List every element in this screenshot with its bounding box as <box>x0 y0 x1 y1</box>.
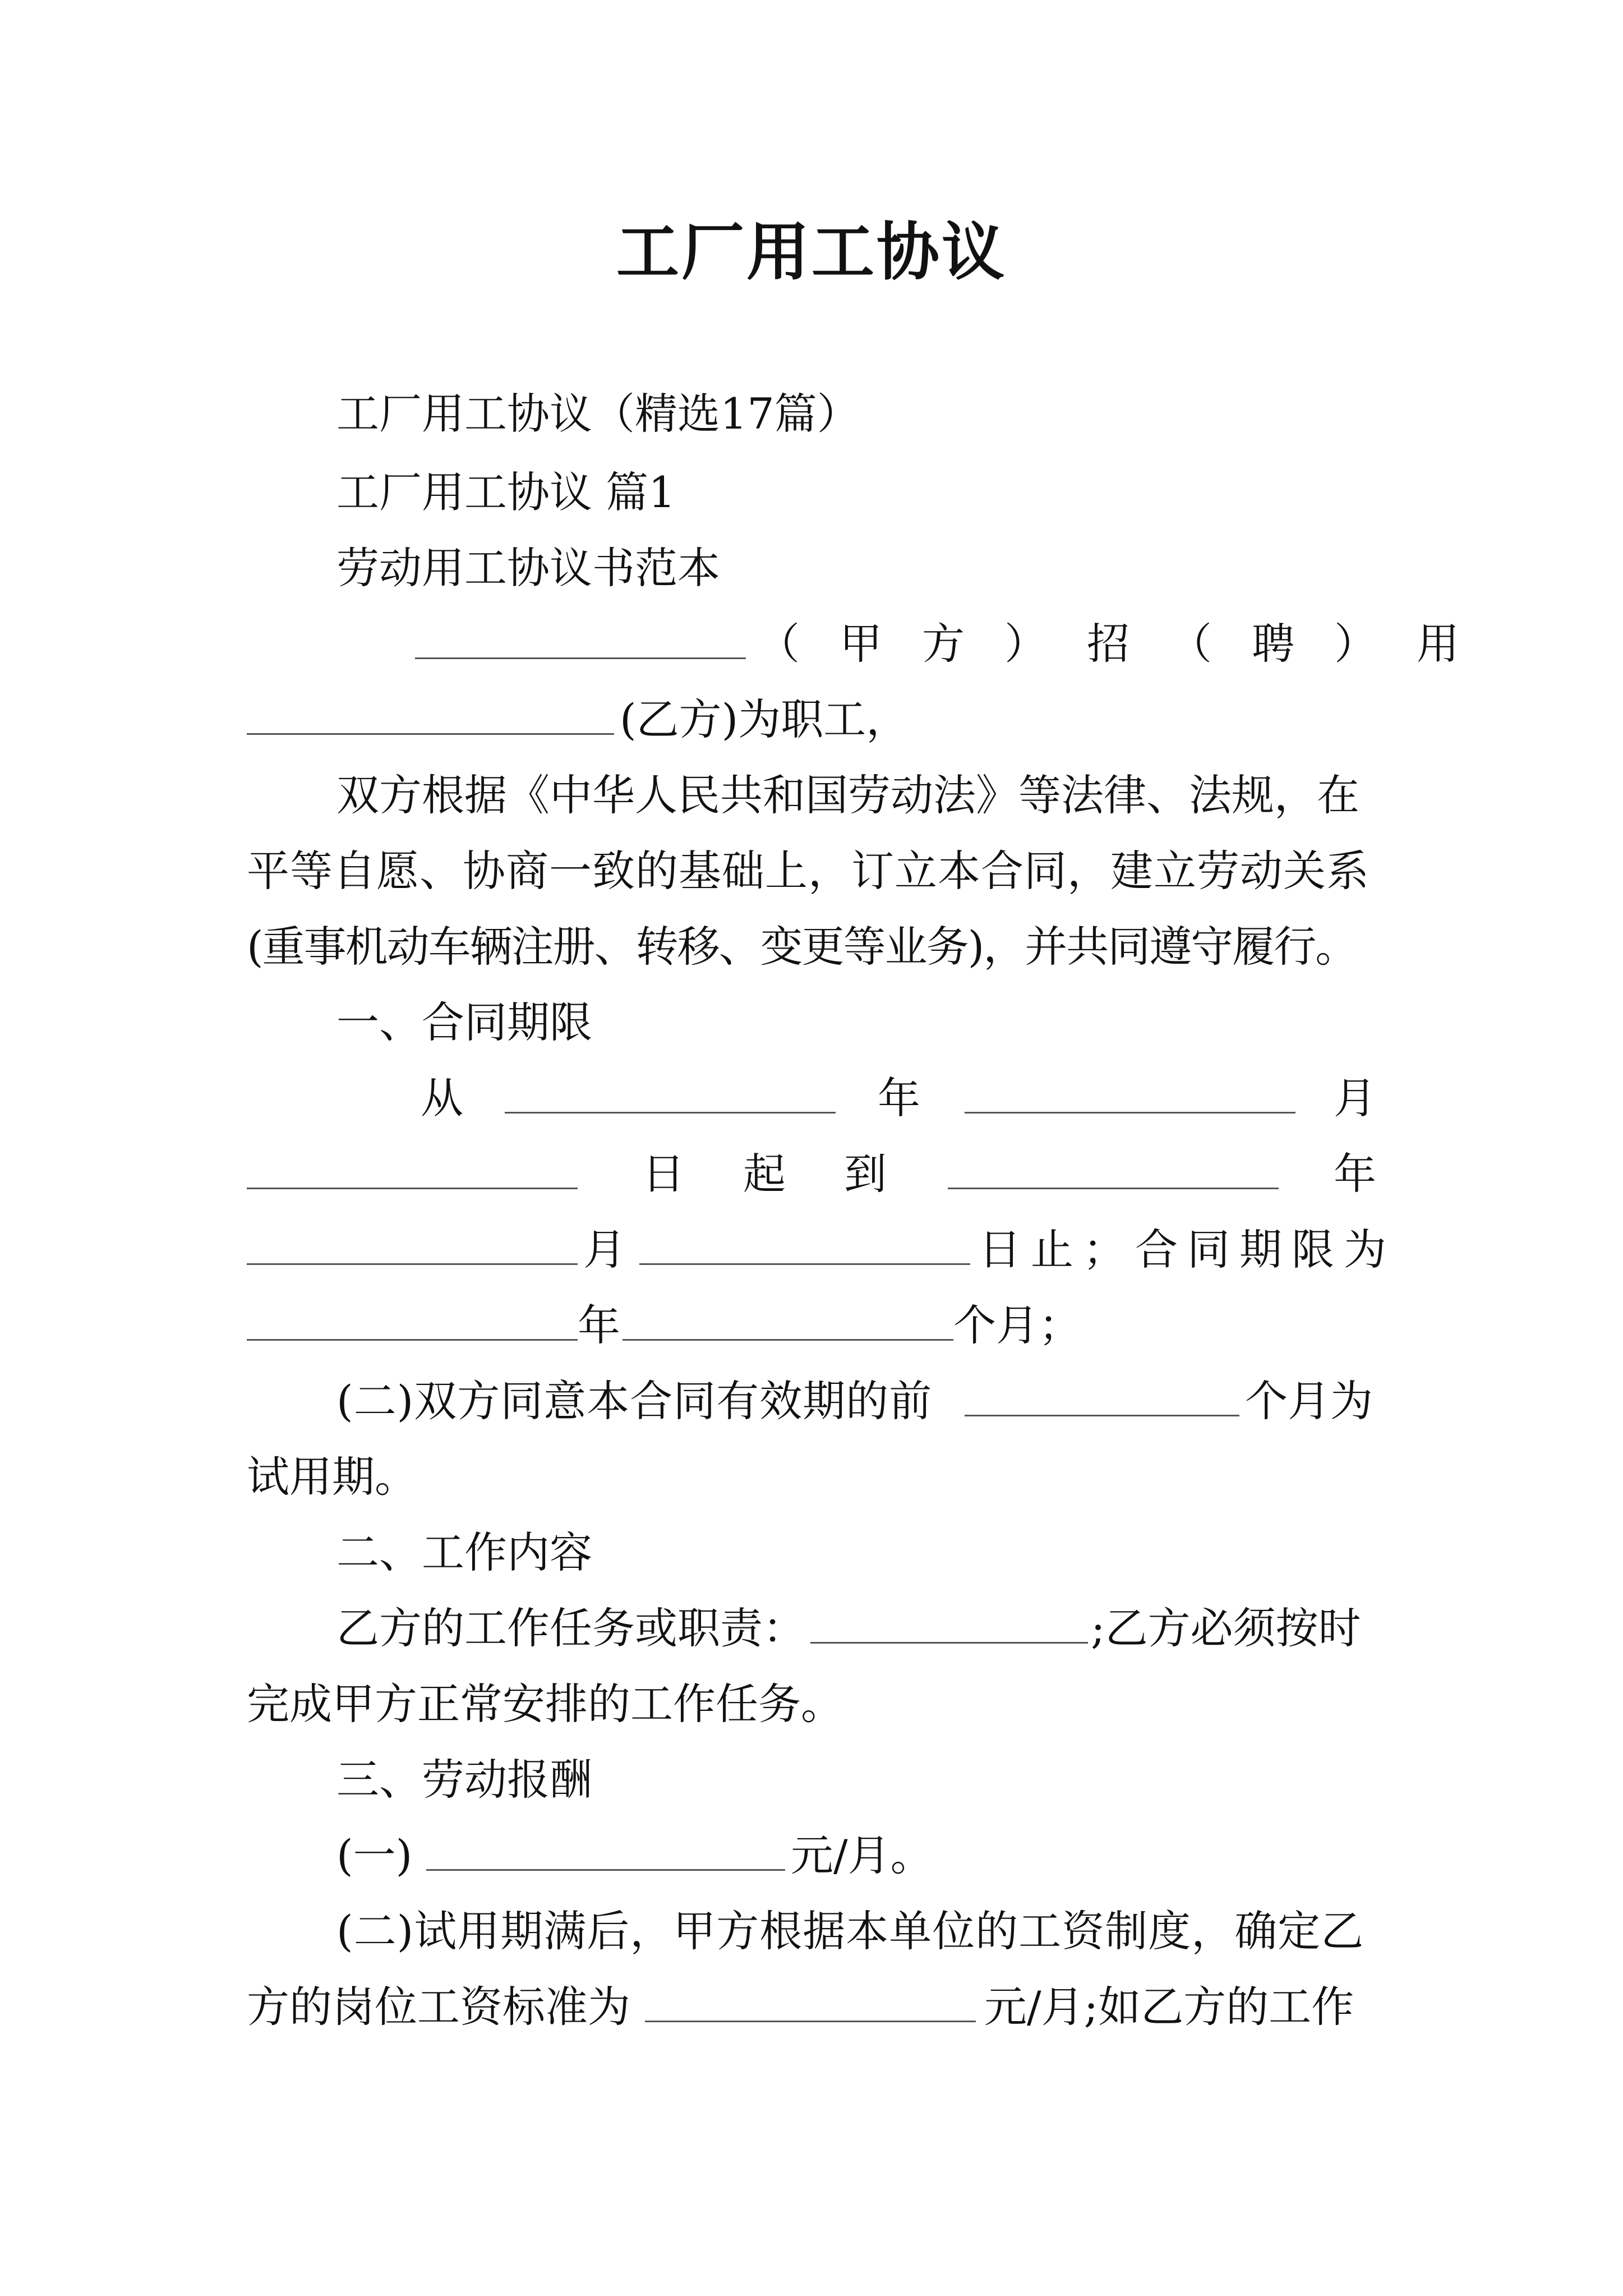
date-start-label: 起 <box>743 1149 786 1199</box>
pay-text-tail: 元/月;如乙方的工作 <box>984 1982 1354 2032</box>
term-years-blank[interactable] <box>247 1339 578 1341</box>
date-year-label: 年 <box>878 1073 920 1123</box>
paragraph-text: (重事机动车辆注册、转移、变更等业务)，并共同遵守履行。 <box>247 922 1357 972</box>
term-year-label: 年 <box>578 1300 620 1350</box>
start-month-blank[interactable] <box>965 1112 1295 1114</box>
date-year-label: 年 <box>1334 1149 1376 1199</box>
date-to-label: 到 <box>844 1149 887 1199</box>
probation-text: (二)双方同意本合同有效期的前 <box>336 1376 933 1426</box>
end-month-blank[interactable] <box>247 1263 578 1265</box>
parties-text-1: （甲方）招（聘）用 <box>757 619 1499 669</box>
section-heading-text: 一、合同期限 <box>336 997 592 1047</box>
document-title: 工厂用工协议 <box>616 215 1007 289</box>
term-text: 日止；合同期限为 <box>979 1225 1396 1274</box>
date-month-label: 月 <box>1334 1073 1376 1123</box>
term-months-label: 个月； <box>953 1300 1081 1350</box>
pay-unit-label: 元/月。 <box>791 1830 933 1880</box>
date-month-label: 月 <box>583 1225 626 1274</box>
subtitle-text: 工厂用工协议（精选17篇） <box>336 389 860 439</box>
probation-text: 试用期。 <box>247 1452 417 1502</box>
chapter-text: 工厂用工协议 篇1 <box>336 467 676 517</box>
probation-pay-blank[interactable] <box>426 1869 785 1871</box>
date-day-label: 日 <box>642 1149 685 1199</box>
duties-text-tail: ;乙方必须按时 <box>1091 1603 1361 1653</box>
party-b-blank[interactable] <box>247 733 614 735</box>
start-year-blank[interactable] <box>505 1112 836 1114</box>
date-from-label: 从 <box>421 1073 463 1123</box>
parties-text-2: (乙方)为职工， <box>620 694 909 744</box>
duties-blank[interactable] <box>810 1642 1088 1644</box>
template-name-text: 劳动用工协议书范本 <box>336 543 720 593</box>
pay-text: (二)试用期满后，甲方根据本单位的工资制度，确定乙 <box>336 1906 1364 1956</box>
pay-item-label: (一) <box>336 1830 413 1880</box>
end-day-blank[interactable] <box>639 1263 970 1265</box>
paragraph-text: 双方根据《中华人民共和国劳动法》等法律、法规，在 <box>336 770 1359 820</box>
pay-text: 方的岗位工资标准为 <box>247 1982 630 2032</box>
start-day-blank[interactable] <box>247 1188 578 1189</box>
paragraph-text: 平等自愿、协商一致的基础上，订立本合同，建立劳动关系 <box>247 846 1370 896</box>
section-heading-text: 三、劳动报酬 <box>336 1755 592 1805</box>
end-year-blank[interactable] <box>948 1188 1279 1189</box>
duties-text: 完成甲方正常安排的工作任务。 <box>247 1679 843 1729</box>
probation-text-tail: 个月为 <box>1245 1376 1373 1426</box>
probation-months-blank[interactable] <box>965 1415 1239 1416</box>
section-heading-text: 二、工作内容 <box>336 1527 592 1577</box>
party-a-blank[interactable] <box>415 657 746 659</box>
term-months-blank[interactable] <box>623 1339 953 1341</box>
duties-text: 乙方的工作任务或职责： <box>336 1603 805 1653</box>
post-salary-blank[interactable] <box>645 2021 976 2022</box>
